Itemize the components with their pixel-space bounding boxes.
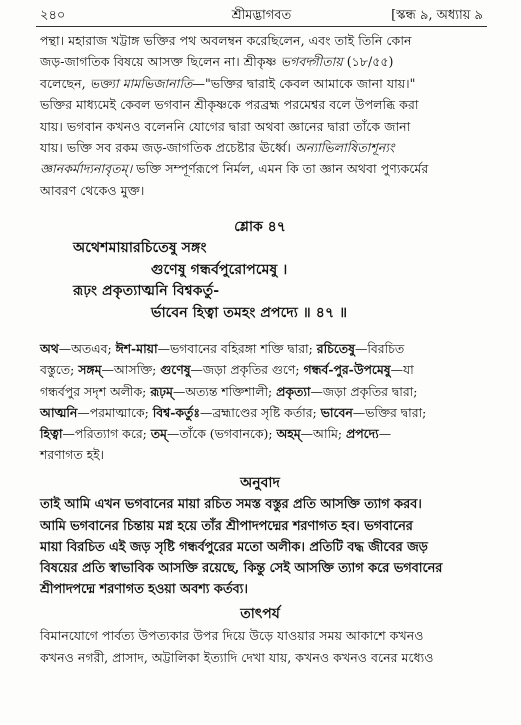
- synonym-meaning: —অতএব;: [58, 341, 116, 357]
- synonym-meaning: —জড়া প্রকৃতির গুণে;: [190, 362, 304, 378]
- synonym-meaning: —আমি;: [300, 426, 346, 442]
- synonym-word: প্রপদ্যে: [346, 426, 379, 442]
- page-number: ২৪০: [40, 8, 66, 23]
- synonym-meaning: —ভক্তির দ্বারা;: [352, 404, 427, 420]
- italic-quote: ভক্ত্যা মামভিজানাতি: [89, 75, 193, 91]
- text-line: ভক্তি সম্পূর্ণরূপে নির্মল, এমন কি তা জ্ঞান অথবা পুণ্যকর্মের: [136, 161, 429, 177]
- text-line: জড়-জাগতিক বিষয়ে আসক্ত ছিলেন না। শ্রীকৃষ্ণ: [40, 54, 277, 70]
- synonym-meaning: —যা: [390, 362, 414, 378]
- synonym-word: অহম্: [276, 426, 301, 442]
- synonym-word: গন্ধর্ব-পুর-উপমেষু: [303, 362, 391, 378]
- book-title: শ্রীমদ্ভাগবত: [231, 8, 292, 23]
- chapter-reference: [স্কন্ধ ৯, অধ্যায় ৯: [391, 8, 483, 23]
- translation-heading: অনুবাদ: [240, 475, 280, 492]
- text-line: ভক্তির মাধ্যমেই কেবল ভগবান শ্রীকৃষ্ণকে পরব্রহ্ম পরমেশ্বর বলে উপলব্ধি করা: [40, 97, 419, 113]
- translation-line: তাই আমি এখন ভগবানের মায়া রচিত সমস্ত বস্তুর প্রতি আসক্তি ত্যাগ করব।: [40, 497, 422, 513]
- translation-line: মায়া বিরচিত এই জড় সৃষ্টি গন্ধর্বপুরের মতো অলীক। প্রতিটি বদ্ধ জীবের জড়: [40, 539, 428, 555]
- purport-text: [40, 625, 480, 668]
- synonym-word: প্রকৃত্যা: [276, 383, 311, 399]
- synonym-meaning: —আসক্তি;: [101, 362, 161, 378]
- synonym-meaning: —: [378, 426, 392, 442]
- italic-quote: অন্যাভিলাষিতাশূন্যং: [294, 140, 395, 156]
- italic-quote: জ্ঞানকর্মাদ্যনাবৃতম্।: [40, 161, 133, 177]
- text-line: (১৮/৫৫): [346, 54, 394, 70]
- purport-heading: তাৎপর্য: [240, 606, 280, 623]
- synonym-word: সঙ্গম্: [78, 362, 102, 378]
- text-line: বলেছেন,: [40, 75, 86, 91]
- verse-line: অথেশমায়ারচিতেষু সঙ্গং: [73, 240, 207, 257]
- synonym-word: তম্: [150, 426, 167, 442]
- running-header: [40, 4, 483, 28]
- synonym-word: বিশ্ব-কর্তুঃ: [152, 404, 200, 420]
- synonym-meaning: —অত্যন্ত শক্তিশালী;: [172, 383, 277, 399]
- synonym-word: হিত্বা: [40, 426, 63, 442]
- verse-line: গুণেষু গন্ধর্বপুরোপমেষু ।: [151, 261, 288, 278]
- text-line: পন্থা। মহারাজ খট্টাঙ্গ ভক্তির পথ অবলম্বন করেছিলেন, এবং তাই তিনি কোন: [40, 33, 412, 48]
- sanskrit-verse: [40, 238, 480, 324]
- synonym-word: ভাবেন: [320, 404, 353, 420]
- synonym-word: অথ: [40, 341, 59, 357]
- synonym-meaning: —বিরচিত: [354, 341, 405, 357]
- translation-line: শ্রীপাদপদ্মে শরণাগত হওয়া অবশ্য কর্তব্য।: [40, 582, 248, 598]
- text-line: কখনও নগরী, প্রাসাদ, অট্টালিকা ইত্যাদি দেখা যায়, কখনও কখনও বনের মধ্যেও: [40, 649, 434, 665]
- intro-paragraph: [40, 30, 480, 201]
- text-line: —"ভক্তির দ্বারাই কেবল আমাকে জানা যায়।": [192, 75, 416, 91]
- synonym-meaning: শরণাগত হই।: [40, 447, 104, 463]
- synonym-meaning: গন্ধর্বপুর সদৃশ অলীক;: [40, 383, 151, 399]
- page-body: [40, 30, 480, 668]
- translation-line: বিষয়ের প্রতি স্বাভাবিক আসক্তি রয়েছে, কিন্তু সেই আসক্তি ত্যাগ করে ভগবানের: [40, 561, 443, 577]
- synonym-meaning: —তাঁকে (ভগবানকে);: [166, 426, 277, 442]
- text-line: বিমানযোগে পার্বত্য উপত্যকার উপর দিয়ে উড়ে যাওয়ার সময় আকাশে কখনও: [40, 628, 424, 644]
- synonym-meaning: —ভগবানের বহিরঙ্গা শক্তি দ্বারা;: [157, 341, 317, 357]
- synonym-word: গুণেষু: [160, 362, 191, 378]
- synonym-word: রূঢ়ম্: [150, 383, 173, 399]
- verse-line: রূঢ়ং প্রকৃত্যাত্মনি বিশ্বকর্তু-: [73, 283, 220, 300]
- header-rule: [36, 26, 487, 27]
- synonym-word: আত্মনি: [40, 404, 78, 420]
- synonyms-block: [40, 338, 480, 465]
- synonym-meaning: বস্তুতে;: [40, 362, 79, 378]
- synonym-meaning: —ব্রহ্মাণ্ডের সৃষ্টি কর্তার;: [199, 404, 321, 420]
- translation-text: [40, 494, 480, 600]
- text-line: যায়। ভগবান কখনও বলেননি যোগের দ্বারা অথবা জ্ঞানের দ্বারা তাঁকে জানা: [40, 118, 411, 134]
- verse-heading: শ্লোক ৪৭: [234, 219, 286, 236]
- verse-line: র্ভাবেন হিত্বা তমহং প্রপদ্যে ॥ ৪৭ ॥: [151, 304, 348, 321]
- synonym-meaning: —পরিত্যাগ করে;: [62, 426, 151, 442]
- synonym-meaning: —পরমাত্মাকে;: [77, 404, 153, 420]
- text-line: আবরণ থেকেও মুক্ত।: [40, 182, 145, 198]
- synonym-word: ঈশ-মায়া: [115, 341, 158, 357]
- synonym-word: রচিতেষু: [316, 341, 355, 357]
- text-line: যায়। ভক্তি সব রকম জড়-জাগতিক প্রচেষ্টার ঊর্ধ্বে।: [40, 140, 291, 156]
- synonym-meaning: —জড়া প্রকৃতির দ্বারা;: [310, 383, 418, 399]
- translation-line: আমি ভগবানের চিন্তায় মগ্ন হয়ে তাঁর শ্রীপাদপদ্মের শরণাগত হব। ভগবানের: [40, 518, 413, 534]
- italic-term: ভগবদ্গীতায়: [280, 54, 343, 70]
